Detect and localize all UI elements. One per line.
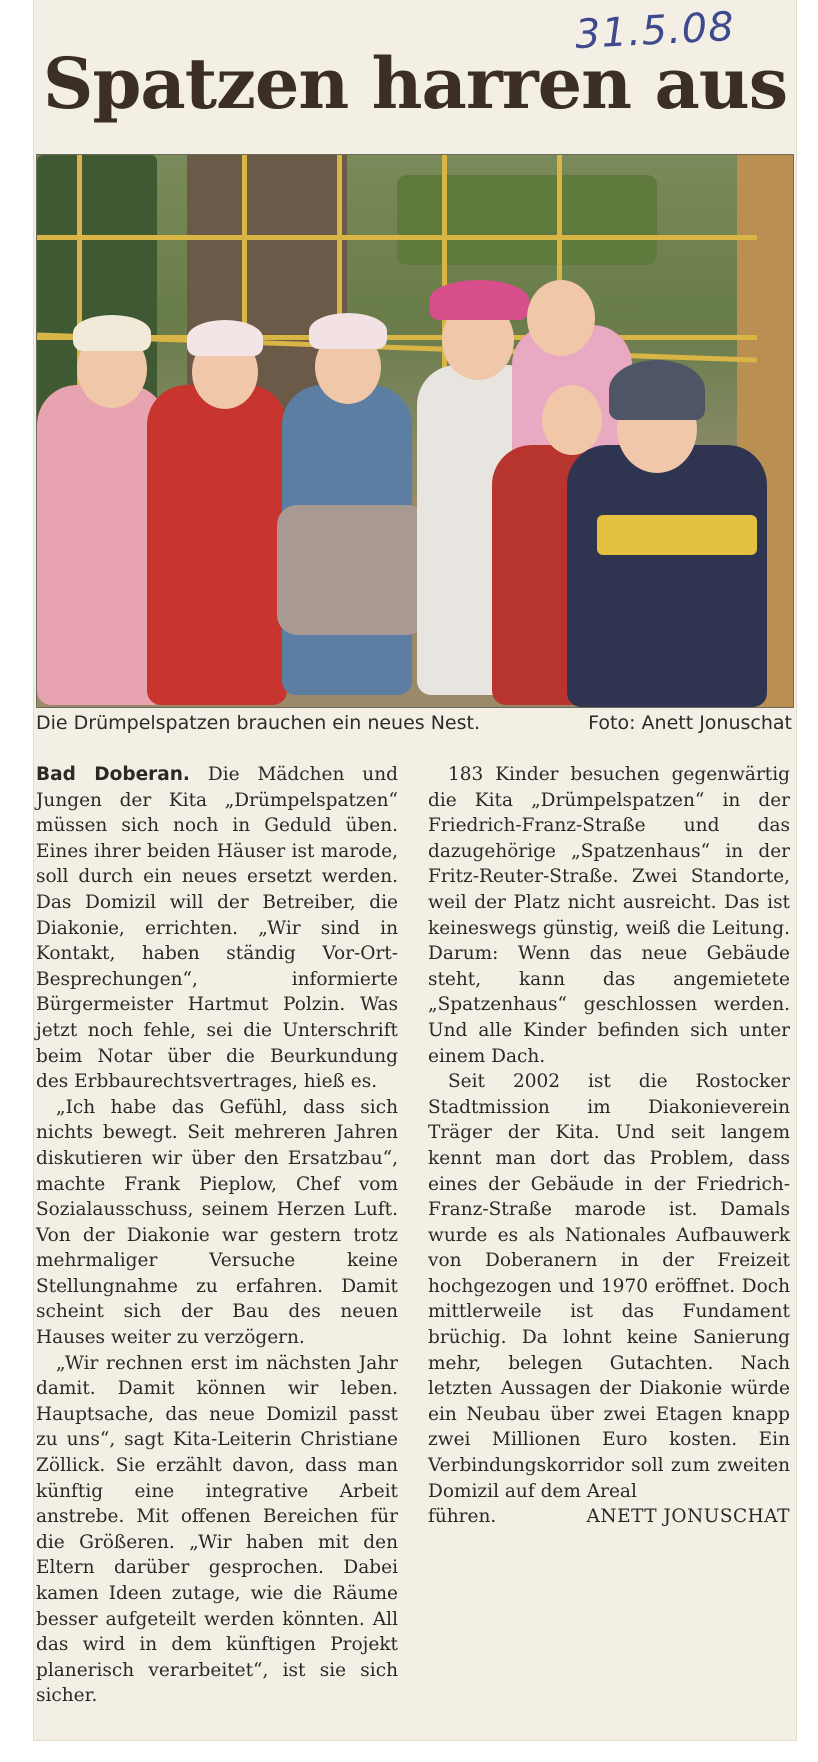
article-paragraph: 183 Kinder besuchen gegenwärtig die Kita „Drümpelspatzen“ in der Friedrich-Franz-Straße und das dazugehörige „Spatzenhaus“ in der Fritz-Reuter-Straße. Zwei Standorte, weil der Platz nicht ausreicht. Das ist keineswegs günstig, weiß die Leitung. Darum: Wenn das neue Gebäude steht, kann das angemietete „Spatzenhaus“ geschlossen werden. Und alle Kinder befinden sich unter einem Dach. — [428, 764, 790, 1067]
article-paragraph: Seit 2002 ist die Rostocker Stadtmission im Diakonieverein Träger der Kita. Und seit langem kennt man dort das Problem, dass eines der Gebäude in der Friedrich-Franz-Straße marode ist. Damals wurde es als Nationales Aufbauwerk von Doberanern in der Freizeit hochgezogen und 1970 eröffnet. Doch mittlerweile ist das Fundament brüchig. Da lohnt keine Sanierung mehr, belegen Gutachten. Nach letzten Aussagen der Diakonie würde ein Neubau über zwei Etagen knapp zwei Millionen Euro kosten. Ein Verbindungskorridor soll zum zweiten Domizil auf dem Areal — [428, 1071, 790, 1502]
dateline: Bad Doberan. — [36, 764, 190, 785]
article-column-right — [428, 762, 790, 1530]
net-rope — [37, 235, 757, 240]
child-jacket-stripe — [597, 515, 757, 555]
article-paragraph: Die Mädchen und Jungen der Kita „Drümpelspatzen“ müssen sich noch in Geduld üben. Eines ihrer beiden Häuser ist marode, soll durch ein neues ersetzt werden. Das Domizil will der Betreiber, die Diakonie, errichten. „Wir sind in Kontakt, haben ständig Vor-Ort-Besprechungen“, informierte Bürgermeister Hartmut Polzin. Was jetzt noch fehle, sei die Unterschrift beim Notar über die Beurkundung des Erbbaurechtsvertrages, hieß es. — [36, 764, 398, 1093]
child-beanie — [609, 360, 705, 420]
article-end-line — [428, 1504, 790, 1530]
child-figure — [567, 445, 767, 707]
child-face — [527, 280, 595, 356]
photo-caption-row — [36, 712, 792, 742]
child-cap — [187, 320, 263, 356]
child-skirt — [277, 505, 427, 635]
headline: Spatzen harren aus — [42, 42, 788, 125]
photo-credit: Foto: Anett Jonuschat — [588, 712, 792, 734]
hedge-shape — [397, 175, 657, 265]
article-paragraph-end: führen. — [428, 1506, 497, 1528]
child-cap — [73, 315, 151, 351]
child-cap — [309, 313, 387, 349]
article-paragraph: „Wir rechnen erst im nächsten Jahr damit. Damit können wir leben. Hauptsache, das neue Domizil passt zu uns“, sagt Kita-Leiterin Christiane Zöllick. Sie erzählt davon, dass man künftig eine integrative Arbeit anstrebe. Mit offenen Bereichen für die Größeren. „Wir haben mit den Eltern darüber gesprochen. Dabei kamen Ideen zutage, wie die Räume besser aufgeteilt werden könnten. All das wird in dem künftigen Projekt planerisch verarbeitet“, ist sie sich sicher. — [36, 1352, 398, 1707]
child-face — [542, 385, 602, 455]
photo-caption: Die Drümpelspatzen brauchen ein neues Nest. — [36, 712, 481, 734]
handwritten-date: 31.5.08 — [573, 3, 736, 59]
child-hat — [429, 280, 529, 320]
child-figure — [147, 385, 287, 705]
article-paragraph: „Ich habe das Gefühl, dass sich nichts bewegt. Seit mehreren Jahren diskutieren wir über den Ersatzbau“, machte Frank Pieplow, Chef vom Sozialausschuss, seinem Herzen Luft. Von der Diakonie war gestern trotz mehrmaliger Versuche keine Stellungnahme zu erfahren. Damit scheint sich der Bau des neuen Hauses weiter zu verzögern. — [36, 1096, 398, 1349]
article-photo — [36, 154, 794, 708]
article-column-left — [36, 762, 398, 1709]
author-byline: ANETT JONUSCHAT — [586, 1506, 790, 1528]
